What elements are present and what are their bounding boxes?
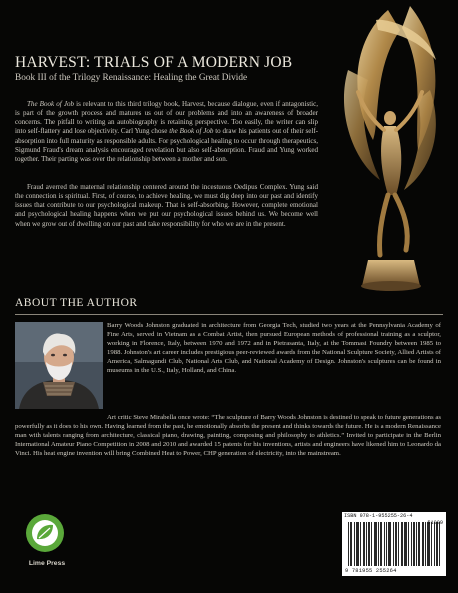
barcode-bar <box>393 522 394 566</box>
barcode-bar <box>404 522 405 566</box>
barcode-bar <box>428 522 429 566</box>
about-author-heading: ABOUT THE AUTHOR <box>15 297 138 309</box>
barcode-bar <box>419 522 420 566</box>
barcode-bar <box>364 522 365 566</box>
author-photo <box>15 322 103 409</box>
barcode-bar <box>425 522 426 566</box>
barcode-bar <box>354 522 355 566</box>
author-bio-paragraph-1: Barry Woods Johnston graduated in architecture from Georgia Tech, studied two years at the Pennsylvania Academy of Fine Arts, served in Vietnam as a Combat Artist, then pursued European methods of professional training as a sculptor, working in Florence, Italy, between 1970 and 1972 and in Pietrasanta, Italy, at the Tommasi Foundry between 1985 to 1988. Johnston's art career includes prestigious peer-reviewed awards from the National Sculpture Society, Allied Artists of America, Salmagundi Club, National Arts Club, and National Academy of Design. Johnston's sculptures can be found in museums in the U.S., Italy, Holland, and China. <box>107 322 441 374</box>
barcode-bar <box>406 522 407 566</box>
barcode-bar <box>350 522 351 566</box>
barcode-bar <box>378 522 379 566</box>
barcode-bar <box>380 522 381 566</box>
barcode-bar <box>405 522 406 566</box>
barcode-bar <box>418 522 419 566</box>
barcode-bar <box>436 522 437 566</box>
barcode-bar <box>357 522 358 566</box>
barcode-bar <box>375 522 376 566</box>
barcode-bar <box>369 522 370 566</box>
author-bio-paragraph-2: Art critic Steve Mirabella once wrote: “The sculpture of Barry Woods Johnston is destined to speak to future generations as powerfully as it does to his own. Having learned from the past, he emotionally absorbs the present and thinks towards the future. He is a modern Renaissance man with talents ranging from architecture, classical piano, drawing, painting, composing and philosophy to athletics.” Invited to participate in the Berlin International Amateur Piano Competition in 2008 and 2010 and awarded 15 patents for his inventions, artists and engineers have likened him to Leonardo da Vinci. His heat engine invention will bring Combined Heat to Power, CHP generation of electricity, into the mainstream. <box>15 414 441 457</box>
description-text-a: is relevant to this third trilogy book, Harvest, because dialogue, even if antagonistic, is part of the growth process and matures us out of our problems and into an awareness of broader concerns. The pitfall to writing an autobiography is retaining perspective. Too easily, the writer can slip into self-flattery and lose objectivity. Carl Yung chose <box>15 100 318 136</box>
barcode-bar <box>376 522 377 566</box>
barcode-bar <box>396 522 397 566</box>
barcode-bar <box>398 522 399 566</box>
barcode-bar <box>408 522 409 566</box>
barcode-bar <box>402 522 403 566</box>
barcode-bar <box>381 522 382 566</box>
barcode-bar <box>439 522 440 566</box>
barcode-bar <box>356 522 357 566</box>
barcode-bar <box>371 522 372 566</box>
section-divider <box>15 314 443 315</box>
isbn-label: ISBN 978-1-955255-26-4 <box>344 513 413 519</box>
barcode-bar <box>384 522 385 566</box>
barcode-bar <box>423 522 424 566</box>
barcode-bar <box>431 522 432 566</box>
description-paragraph-2: Fraud averred the maternal relationship centered around the incestuous Oedipus Complex. Yung said the connection is spiritual. First, of course, to achieve healing, we must dig deep into our past and identify issues that contribute to our psychological makeup. That is self-absorbing. However, complete emotional and psychological healing happens when we put our psychological issues behind us. We become well when we grow out of dwelling on our past and take responsibility for who we are in the present. <box>15 183 318 228</box>
bronze-sculpture-image <box>318 0 458 300</box>
barcode-bar <box>358 522 359 566</box>
barcode-bar <box>401 522 402 566</box>
barcode-bar <box>348 522 349 566</box>
barcode-bar <box>388 522 389 566</box>
price-code: 51099 <box>427 520 443 526</box>
barcode-bar <box>416 522 417 566</box>
barcode-bar <box>374 522 375 566</box>
publisher-name: Lime Press <box>28 560 66 567</box>
description-paragraph-1 <box>15 100 318 164</box>
barcode-bar <box>437 522 438 566</box>
barcode-bar <box>389 522 390 566</box>
barcode-bar <box>395 522 396 566</box>
barcode-bar <box>434 522 435 566</box>
barcode-bar <box>368 522 369 566</box>
barcode-number: 9 781955 255264 <box>345 568 397 574</box>
barcode-bar <box>429 522 430 566</box>
barcode-bar <box>411 522 412 566</box>
barcode-bar <box>422 522 423 566</box>
book-of-job-reference: the Book of Job <box>169 127 214 136</box>
barcode-bar <box>366 522 367 566</box>
isbn-barcode <box>342 512 446 576</box>
barcode-bar <box>427 522 428 566</box>
barcode-bar <box>360 522 361 566</box>
barcode-bar <box>390 522 391 566</box>
barcode-bar <box>386 522 387 566</box>
barcode-bar <box>414 522 415 566</box>
book-subtitle: Book III of the Trilogy Renaissance: Healing the Great Divide <box>15 73 248 83</box>
book-title: HARVEST: TRIALS OF A MODERN JOB <box>15 54 293 71</box>
book-of-job-title: The Book of Job <box>27 100 75 108</box>
barcode-bar <box>413 522 414 566</box>
description-text-b: to draw his patients out of their self-absorption into full maturity as responsible adults. For psychological healing to occur through therapeutics, Sigmund Fraud's dream analysis encouraged revelation but also self-absorption. Fraud and Yung worked together. Their parting was over the relationship between a mother and son. <box>15 127 319 163</box>
barcode-bar <box>363 522 364 566</box>
barcode-bars <box>344 520 444 568</box>
barcode-bar <box>351 522 352 566</box>
